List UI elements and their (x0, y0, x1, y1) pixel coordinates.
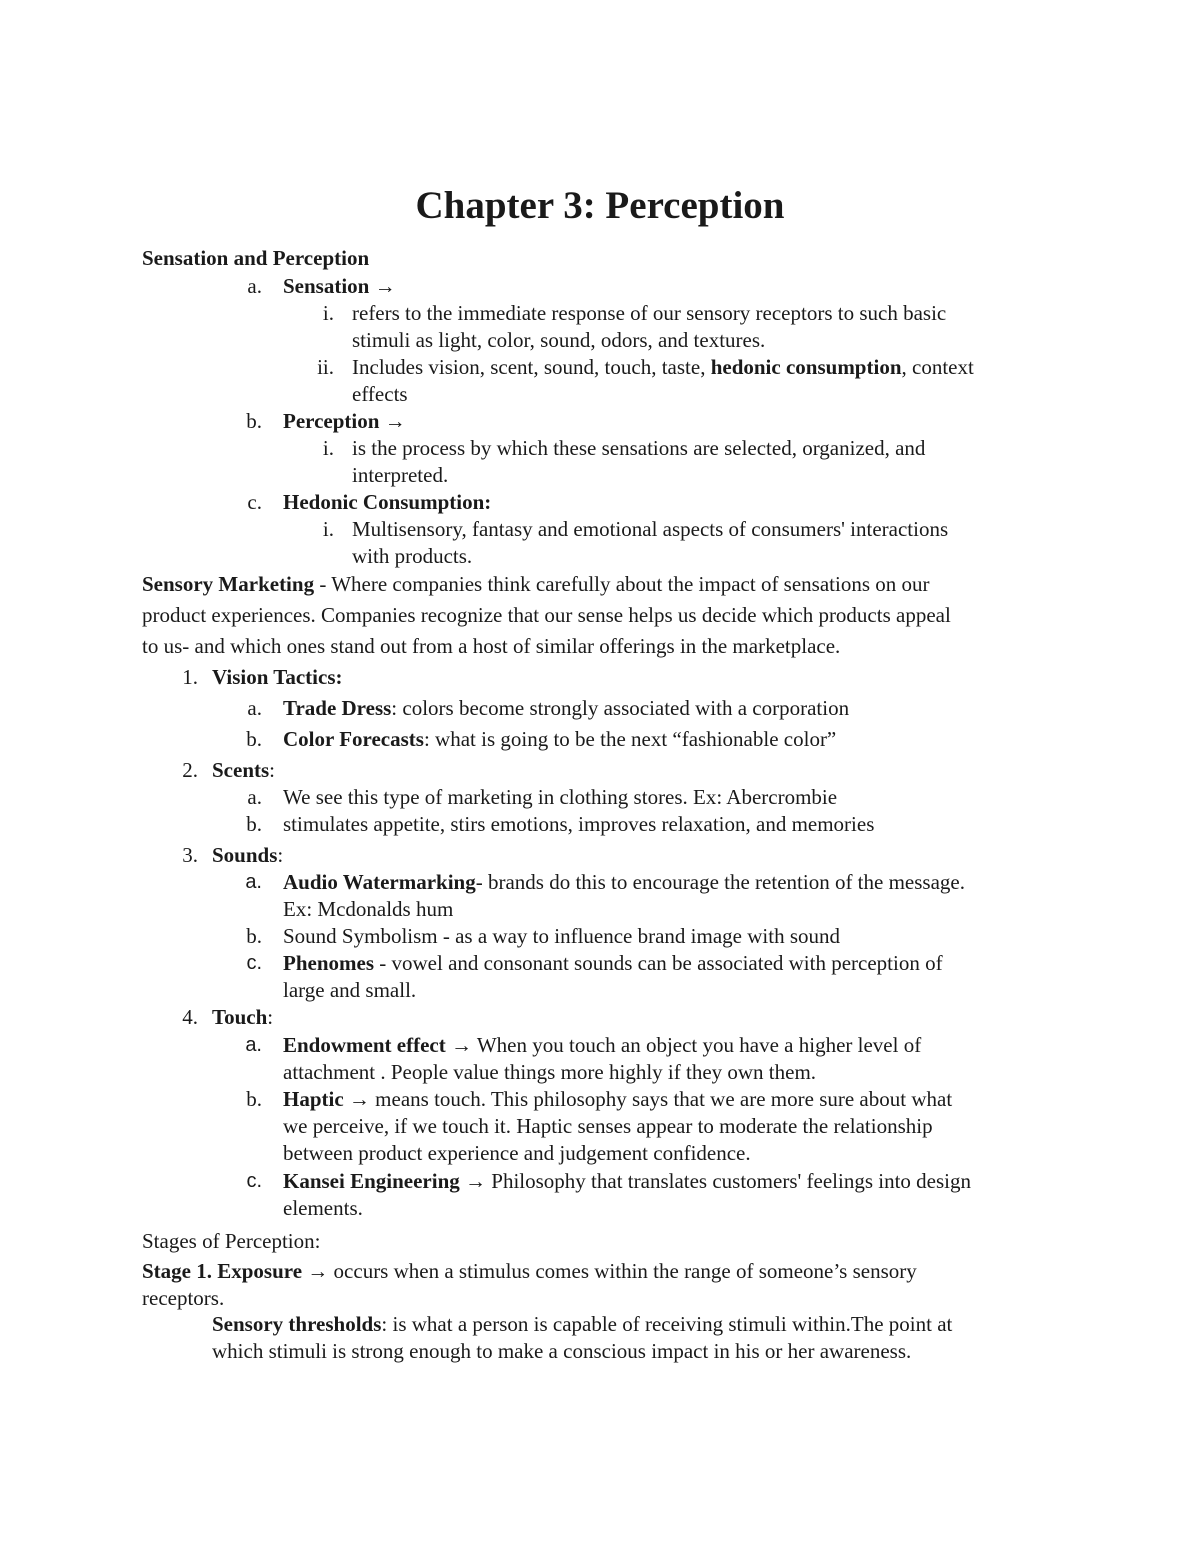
list-marker: 2. (182, 758, 198, 782)
list-item: Phenomes - vowel and consonant sounds can be associated with perception of (283, 951, 943, 975)
list-item-continued: large and small. (283, 978, 417, 1002)
list-marker: a. (247, 274, 262, 298)
section-heading: Stages of Perception: (142, 1229, 321, 1253)
list-item-continued: between product experience and judgement confidence. (283, 1141, 751, 1165)
paragraph-line: receptors. (142, 1286, 225, 1310)
paragraph-line: which stimuli is strong enough to make a conscious impact in his or her awareness. (212, 1339, 912, 1363)
list-item: Sound Symbolism - as a way to influence brand image with sound (283, 924, 841, 948)
list-marker: b. (246, 727, 262, 751)
list-marker: c. (246, 1170, 262, 1192)
list-item-continued: stimuli as light, color, sound, odors, and textures. (352, 328, 766, 352)
list-item: is the process by which these sensations are selected, organized, and (352, 436, 926, 460)
list-item: Vision Tactics: (212, 665, 343, 689)
paragraph: Sensory thresholds: is what a person is capable of receiving stimuli within.The point at (212, 1312, 953, 1336)
list-marker: a. (245, 1034, 262, 1056)
list-item: Multisensory, fantasy and emotional aspects of consumers' interactions (352, 517, 949, 541)
list-item-continued: interpreted. (352, 463, 449, 487)
list-marker: b. (246, 924, 262, 948)
list-marker: ii. (317, 355, 334, 379)
list-marker: 3. (182, 843, 198, 867)
page-title: Chapter 3: Perception (415, 184, 785, 227)
list-item-continued: effects (352, 382, 408, 406)
list-item-continued: attachment . People value things more highly if they own them. (283, 1060, 817, 1084)
list-item: We see this type of marketing in clothing stores. Ex: Abercrombie (283, 785, 838, 809)
list-marker: i. (322, 517, 334, 541)
paragraph: Sensory Marketing - Where companies think carefully about the impact of sensations on our (142, 572, 930, 596)
list-marker: a. (247, 785, 262, 809)
list-marker: i. (322, 436, 334, 460)
list-marker: a. (247, 696, 262, 720)
paragraph-line: to us- and which ones stand out from a host of similar offerings in the marketplace. (142, 634, 841, 658)
section-heading: Sensation and Perception (142, 246, 370, 270)
list-marker: b. (246, 812, 262, 836)
list-item-continued: elements. (283, 1196, 363, 1220)
list-item-continued: we perceive, if we touch it. Haptic senses appear to moderate the relationship (283, 1114, 933, 1138)
paragraph: Stage 1. Exposure → occurs when a stimulus comes within the range of someone’s sensory (142, 1259, 917, 1283)
list-item: Color Forecasts: what is going to be the next “fashionable color” (283, 727, 837, 751)
list-item: Trade Dress: colors become strongly associated with a corporation (283, 696, 850, 720)
list-item: Endowment effect → When you touch an object you have a higher level of (283, 1033, 922, 1057)
list-item-continued: Ex: Mcdonalds hum (283, 897, 454, 921)
list-marker: b. (246, 409, 262, 433)
list-marker: c. (246, 952, 262, 974)
list-marker: a. (245, 871, 262, 893)
list-item: Sensation → (283, 274, 396, 298)
list-marker: c. (247, 490, 262, 514)
paragraph-line: product experiences. Companies recognize that our sense helps us decide which products appeal (142, 603, 951, 627)
list-item: Sounds: (212, 843, 284, 867)
list-item: Touch: (212, 1005, 274, 1029)
list-item: Kansei Engineering → Philosophy that translates customers' feelings into design (283, 1169, 971, 1193)
list-item: Scents: (212, 758, 276, 782)
list-item-continued: with products. (352, 544, 473, 568)
list-marker: b. (246, 1087, 262, 1111)
list-item: stimulates appetite, stirs emotions, improves relaxation, and memories (283, 812, 875, 836)
list-item: refers to the immediate response of our sensory receptors to such basic (352, 301, 947, 325)
list-item: Includes vision, scent, sound, touch, taste, hedonic consumption, context (352, 355, 974, 379)
list-item: Perception → (283, 409, 406, 433)
list-marker: 1. (182, 665, 198, 689)
list-item: Audio Watermarking- brands do this to encourage the retention of the message. (283, 870, 965, 894)
list-marker: 4. (182, 1005, 198, 1029)
list-item: Hedonic Consumption: (283, 490, 492, 514)
list-marker: i. (322, 301, 334, 325)
list-item: Haptic → means touch. This philosophy says that we are more sure about what (283, 1087, 953, 1111)
